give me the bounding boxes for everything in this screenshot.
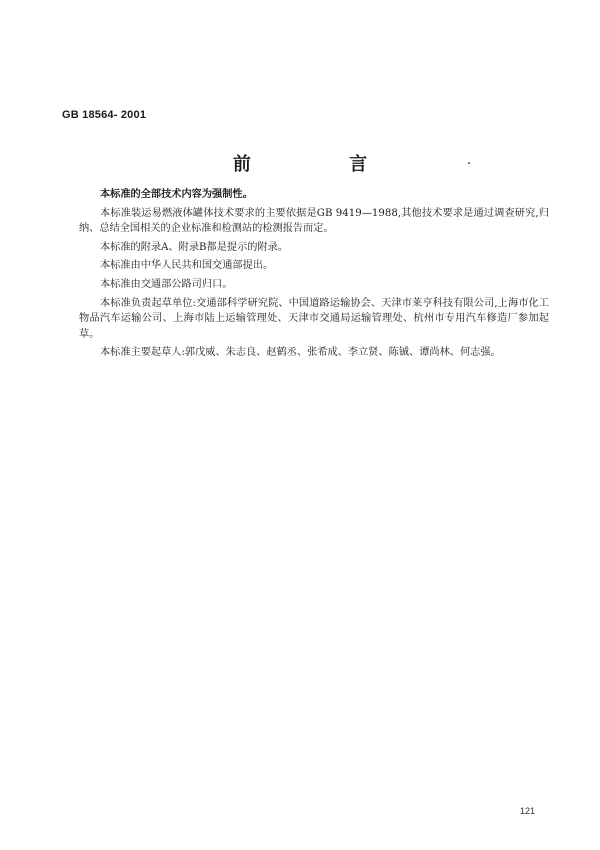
page-number: 121 bbox=[520, 806, 536, 816]
paragraph-mandatory: 本标准的全部技术内容为强制性。 bbox=[100, 189, 253, 200]
paragraph-proposed-by: 本标准由中华人民共和国交通部提出。 bbox=[100, 260, 274, 272]
paragraph-basis: 本标准装运易燃液体罐体技术要求的主要依据是GB 9419—1988,其他技术要求是通过调查研究,归纳、总结全国相关的企业标准和检测站的检测报告而定。 bbox=[79, 207, 549, 235]
speck-mark bbox=[468, 162, 470, 164]
paragraph-drafters: 本标准主要起草人:郭戊威、朱志良、赵鹤丞、张希成、李立贤、陈铖、谭尚林、何志强。 bbox=[100, 347, 501, 359]
paragraph-centralized-by: 本标准由交通部公路司归口。 bbox=[100, 278, 233, 290]
standard-code: GB 18564- 2001 bbox=[62, 109, 147, 121]
foreword-body bbox=[79, 187, 549, 364]
page-title: 前 言 bbox=[232, 154, 414, 175]
paragraph-drafting-units: 本标准负责起草单位:交通部科学研究院、中国道路运输协会、天津市莱亨科技有限公司,上海市化工物品汽车运输公司、上海市陆上运输管理处、天津市交通局运输管理处、杭州市专用汽车修造厂参加起草。 bbox=[79, 297, 549, 340]
paragraph-appendix: 本标准的附录A、附录B都是提示的附录。 bbox=[100, 241, 289, 253]
